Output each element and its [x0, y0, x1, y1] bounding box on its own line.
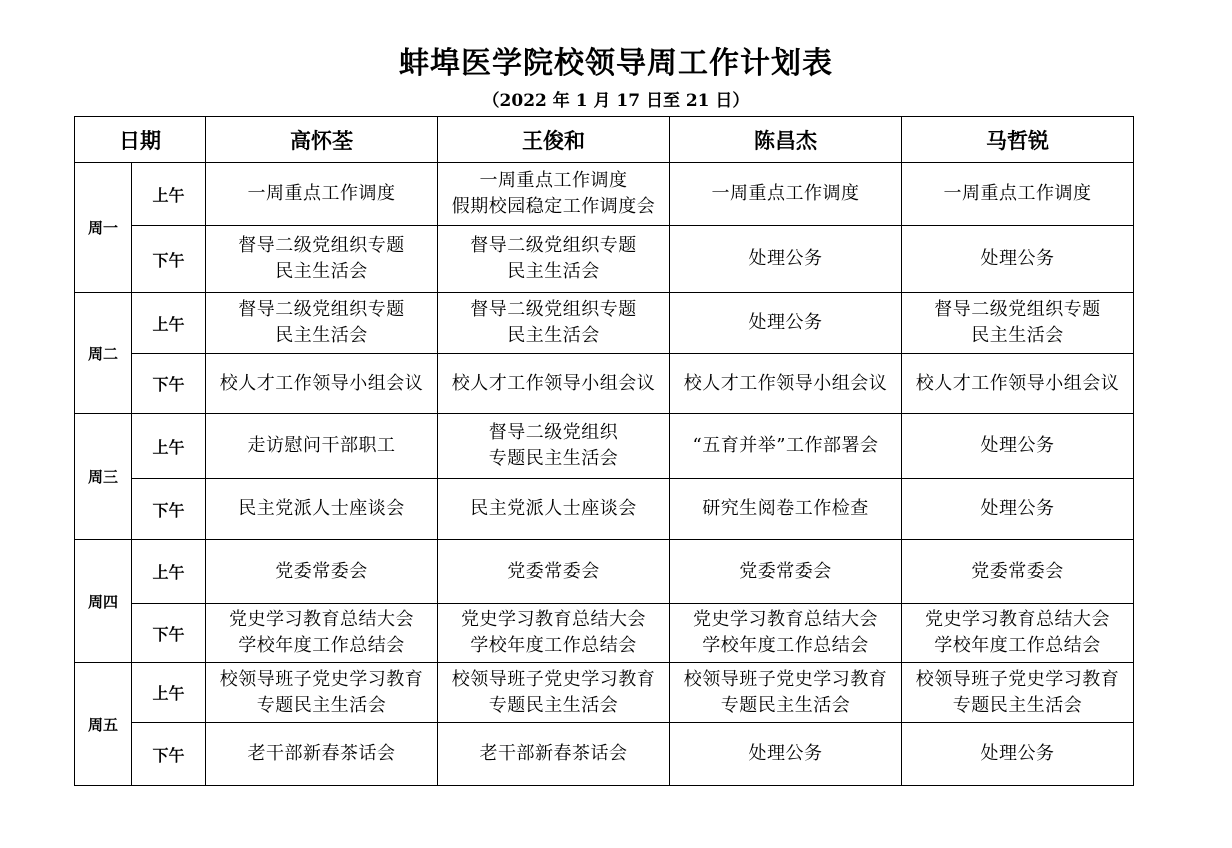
schedule-cell-text: 督导二级党组织专题 — [470, 235, 637, 256]
afternoon-label: 下午 — [132, 226, 206, 293]
schedule-cell — [670, 663, 902, 723]
schedule-cell — [206, 293, 438, 354]
schedule-cell — [902, 604, 1134, 663]
schedule-row — [75, 540, 1134, 604]
schedule-cell-text: 老干部新春茶话会 — [479, 743, 628, 764]
day-label: 周三 — [75, 414, 132, 540]
schedule-cell-text: 校人才工作领导小组会议 — [915, 372, 1120, 394]
morning-label: 上午 — [132, 663, 206, 723]
schedule-cell-text: 校人才工作领导小组会议 — [219, 372, 424, 394]
schedule-cell — [206, 663, 438, 723]
schedule-cell-text: 学校年度工作总结会 — [702, 635, 869, 656]
schedule-cell-text: 处理公务 — [748, 312, 823, 333]
schedule-cell-text: 假期校园稳定工作调度会 — [451, 196, 656, 217]
schedule-row — [75, 163, 1134, 226]
schedule-cell — [206, 604, 438, 663]
schedule-row — [75, 604, 1134, 663]
schedule-cell-text: 处理公务 — [748, 743, 823, 764]
schedule-cell-text: 专题民主生活会 — [488, 694, 619, 716]
schedule-cell-text: 民主生活会 — [507, 325, 600, 346]
morning-label: 上午 — [132, 163, 206, 226]
afternoon-label: 下午 — [132, 479, 206, 540]
date-range: （2022 年 1 月 17 日至 21 日） — [482, 91, 750, 111]
schedule-cell-text: 党委常委会 — [971, 560, 1064, 582]
schedule-cell-text: 老干部新春茶话会 — [247, 743, 396, 764]
schedule-row — [75, 293, 1134, 354]
schedule-cell — [902, 354, 1134, 414]
leader-header: 高怀荃 — [206, 117, 438, 163]
schedule-cell — [670, 354, 902, 414]
schedule-cell-text: 学校年度工作总结会 — [470, 635, 637, 656]
leader-header: 马哲锐 — [902, 117, 1134, 163]
schedule-cell-text: 处理公务 — [980, 435, 1055, 456]
schedule-cell-text: 民主生活会 — [971, 325, 1064, 346]
schedule-cell-text: 专题民主生活会 — [720, 694, 851, 716]
morning-label: 上午 — [132, 540, 206, 604]
schedule-cell — [206, 354, 438, 414]
schedule-cell-text: 处理公务 — [980, 743, 1055, 764]
schedule-cell — [438, 293, 670, 354]
page-title: 蚌埠医学院校领导周工作计划表 — [399, 46, 833, 81]
schedule-cell-text: 一周重点工作调度 — [711, 183, 860, 204]
schedule-cell — [438, 226, 670, 293]
schedule-cell — [902, 226, 1134, 293]
schedule-row — [75, 479, 1134, 540]
schedule-cell-text: 专题民主生活会 — [256, 694, 387, 716]
day-label: 周五 — [75, 663, 132, 786]
leader-header: 陈昌杰 — [670, 117, 902, 163]
schedule-cell — [438, 723, 670, 786]
schedule-cell-text: 督导二级党组织专题 — [238, 299, 405, 320]
schedule-cell-text: 校领导班子党史学习教育 — [915, 668, 1120, 690]
afternoon-label: 下午 — [132, 604, 206, 663]
schedule-cell — [206, 723, 438, 786]
schedule-cell-text: 督导二级党组织专题 — [934, 299, 1101, 320]
schedule-cell-text: 处理公务 — [748, 248, 823, 269]
schedule-cell — [670, 604, 902, 663]
schedule-cell-text: 走访慰问干部职工 — [247, 435, 396, 456]
schedule-cell-text: 党史学习教育总结大会 — [693, 609, 878, 630]
schedule-cell-text: 学校年度工作总结会 — [934, 635, 1101, 656]
schedule-cell — [902, 414, 1134, 479]
schedule-cell-text: 校人才工作领导小组会议 — [451, 372, 656, 394]
schedule-cell-text: 督导二级党组织 — [488, 422, 619, 443]
schedule-cell — [438, 479, 670, 540]
schedule-cell-text: 党委常委会 — [507, 560, 600, 582]
day-label: 周四 — [75, 540, 132, 663]
header-row — [75, 117, 1134, 163]
schedule-row — [75, 354, 1134, 414]
schedule-cell-text: 民主生活会 — [507, 261, 600, 282]
schedule-cell-text: 学校年度工作总结会 — [238, 635, 405, 656]
schedule-cell-text: 民主党派人士座谈会 — [470, 498, 637, 519]
schedule-cell-text: 校领导班子党史学习教育 — [219, 668, 424, 690]
schedule-cell — [438, 604, 670, 663]
morning-label: 上午 — [132, 414, 206, 479]
schedule-cell — [902, 723, 1134, 786]
schedule-cell-text: 校领导班子党史学习教育 — [451, 668, 656, 690]
schedule-cell — [206, 540, 438, 604]
schedule-cell-text: 研究生阅卷工作检查 — [702, 498, 869, 519]
schedule-cell-text: 一周重点工作调度 — [247, 183, 396, 204]
schedule-cell — [438, 354, 670, 414]
schedule-cell-text: 党史学习教育总结大会 — [229, 609, 414, 630]
schedule-row — [75, 663, 1134, 723]
schedule-cell — [438, 163, 670, 226]
schedule-cell — [902, 540, 1134, 604]
schedule-cell-text: 一周重点工作调度 — [479, 170, 628, 191]
schedule-cell — [670, 479, 902, 540]
date-header: 日期 — [75, 117, 206, 163]
schedule-cell — [206, 226, 438, 293]
schedule-cell-text: 党委常委会 — [739, 560, 832, 582]
schedule-cell — [670, 723, 902, 786]
schedule-cell-text: 专题民主生活会 — [488, 448, 619, 469]
schedule-cell — [670, 540, 902, 604]
afternoon-label: 下午 — [132, 354, 206, 414]
afternoon-label: 下午 — [132, 723, 206, 786]
schedule-cell-text: 处理公务 — [980, 498, 1055, 519]
schedule-cell — [902, 479, 1134, 540]
schedule-cell — [902, 293, 1134, 354]
schedule-cell-text: 民主生活会 — [275, 261, 368, 282]
schedule-row — [75, 226, 1134, 293]
day-label: 周二 — [75, 293, 132, 414]
leader-header: 王俊和 — [438, 117, 670, 163]
schedule-cell — [670, 414, 902, 479]
schedule-cell-text: 党委常委会 — [275, 560, 368, 582]
schedule-cell — [438, 663, 670, 723]
schedule-cell — [902, 663, 1134, 723]
schedule-cell — [902, 163, 1134, 226]
schedule-row — [75, 723, 1134, 786]
schedule-cell-text: “五育并举”工作部署会 — [692, 435, 879, 456]
schedule-cell-text: 督导二级党组织专题 — [238, 235, 405, 256]
schedule-cell — [670, 163, 902, 226]
schedule-cell — [438, 540, 670, 604]
schedule-cell — [206, 163, 438, 226]
schedule-table — [74, 116, 1134, 786]
schedule-cell — [670, 226, 902, 293]
schedule-cell-text: 民主生活会 — [275, 325, 368, 346]
morning-label: 上午 — [132, 293, 206, 354]
schedule-cell-text: 校领导班子党史学习教育 — [683, 668, 888, 690]
schedule-cell-text: 处理公务 — [980, 248, 1055, 269]
schedule-body — [75, 163, 1134, 786]
schedule-cell — [670, 293, 902, 354]
schedule-row — [75, 414, 1134, 479]
schedule-cell — [206, 414, 438, 479]
schedule-cell — [438, 414, 670, 479]
schedule-cell-text: 督导二级党组织专题 — [470, 299, 637, 320]
schedule-cell-text: 一周重点工作调度 — [943, 183, 1092, 204]
day-label: 周一 — [75, 163, 132, 293]
schedule-cell-text: 校人才工作领导小组会议 — [683, 372, 888, 394]
schedule-cell — [206, 479, 438, 540]
schedule-cell-text: 民主党派人士座谈会 — [238, 498, 405, 519]
schedule-cell-text: 专题民主生活会 — [952, 694, 1083, 716]
schedule-cell-text: 党史学习教育总结大会 — [925, 609, 1110, 630]
schedule-cell-text: 党史学习教育总结大会 — [461, 609, 646, 630]
